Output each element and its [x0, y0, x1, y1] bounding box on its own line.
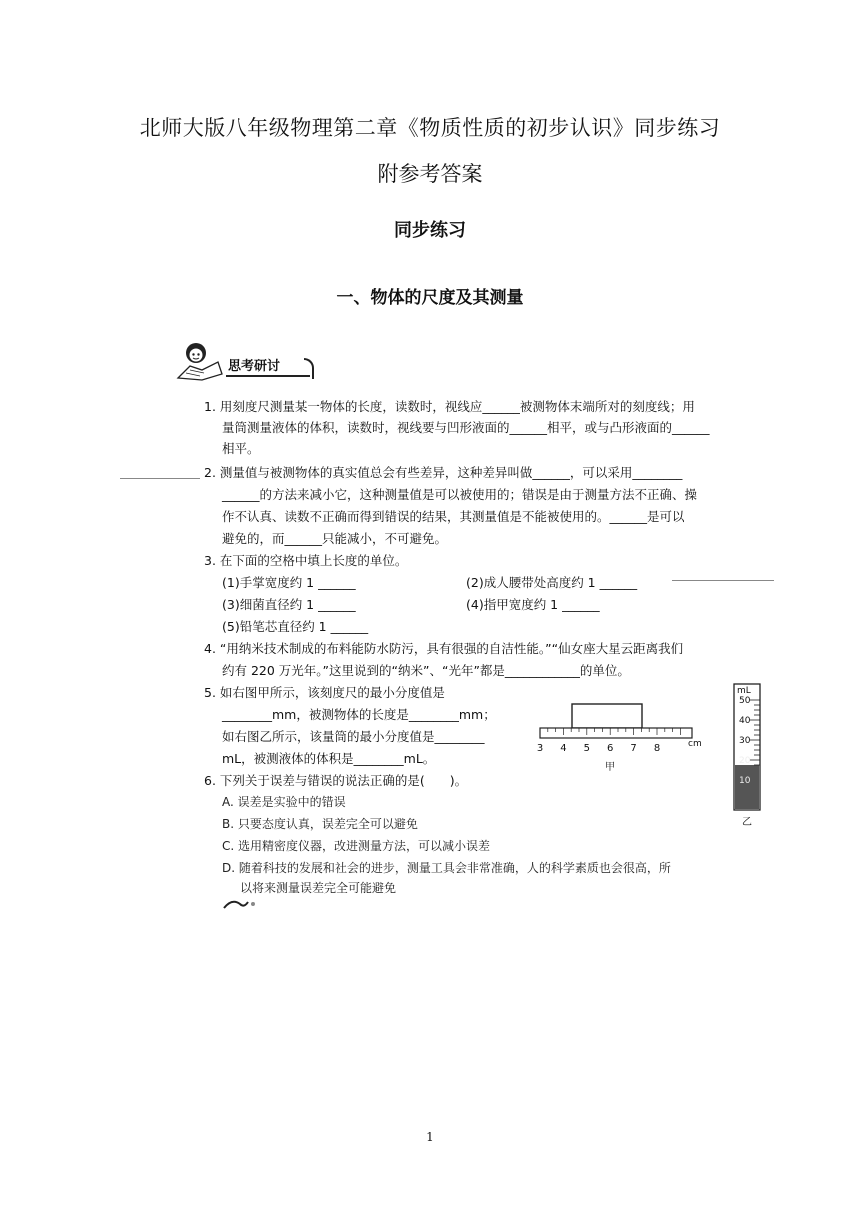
cylinder-tick-label: 50: [739, 696, 751, 706]
document-subtitle: 附参考答案: [377, 162, 483, 186]
cylinder-tick-label: 20: [739, 756, 751, 766]
q2-line-4: 避免的，而______只能减小，不可避免。: [222, 531, 448, 546]
q6-option-a: A. 误差是实验中的错误: [222, 795, 346, 809]
measured-block: [572, 704, 642, 728]
student-reading-icon: [172, 340, 228, 382]
cylinder-tick-label: 10: [739, 776, 751, 786]
banner-underline: [226, 375, 310, 377]
cylinder-tick-label: 30: [739, 736, 751, 746]
cylinder-liquid: [735, 765, 759, 809]
ruler-tick-label: 4: [560, 743, 567, 754]
q2-line-2: ______的方法来减小它，这种测量值是可以被使用的；错误是由于测量方法不正确、操: [222, 487, 698, 502]
q6-stem: 6. 下列关于误差与错误的说法正确的是( )。: [204, 773, 468, 788]
q6-option-d: D. 随着科技的发展和社会的进步，测量工具会非常准确，人的科学素质也会很高，所: [222, 861, 671, 875]
scan-artifact-line: [672, 580, 774, 581]
ruler-tick-labels: [537, 739, 702, 773]
q5-line-1: 5. 如右图甲所示，该刻度尺的最小分度值是: [204, 685, 445, 700]
q4-line-2: 约有 220 万光年。”这里说到的“纳米”、“光年”都是____________的单位。: [222, 663, 630, 678]
ruler-body: [540, 728, 692, 738]
cylinder-unit: mL: [737, 686, 751, 696]
q5-line-2: ________mm，被测物体的长度是________mm；: [222, 707, 496, 722]
cylinder-tick-label: 40: [739, 716, 751, 726]
q6-option-c: C. 选用精密度仪器，改进测量方法，可以减小误差: [222, 839, 491, 853]
q6-option-b: B. 只要态度认真，误差完全可以避免: [222, 817, 418, 831]
q3-item-1: (1)手掌宽度约 1 ______: [222, 575, 356, 590]
q3-item-4: (4)指甲宽度约 1 ______: [466, 597, 600, 612]
q4-line-1: 4. “用纳米技术制成的布料能防水防污，具有很强的自洁性能。”“仙女座大星云距离我们: [204, 641, 684, 656]
q2-line-1: 2. 测量值与被测物体的真实值总会有些差异，这种差异叫做______，可以采用________: [204, 465, 683, 480]
cylinder-caption: 乙: [742, 817, 752, 828]
banner-tail: [304, 358, 314, 379]
q3-stem: 3. 在下面的空格中填上长度的单位。: [204, 553, 408, 568]
ruler-tick-label: 5: [583, 743, 590, 754]
ruler-tick-label: 3: [536, 743, 544, 754]
q6-option-d-continued: 以将来测量误差完全可能避免: [240, 881, 397, 895]
q5-line-4: mL，被测液体的体积是________mL。: [222, 751, 436, 766]
measurement-figure: [536, 680, 766, 830]
scan-artifact-line: [120, 478, 200, 479]
q5-line-3: 如右图乙所示，该量筒的最小分度值是________: [222, 729, 485, 744]
q3-item-3: (3)细菌直径约 1 ______: [222, 597, 356, 612]
ruler-caption: 甲: [605, 762, 615, 773]
q3-item-5: (5)铅笔芯直径约 1 ______: [222, 619, 369, 634]
ruler-unit: cm: [688, 739, 702, 749]
banner-label: 思考研讨: [228, 359, 281, 374]
q1-line-3: 相平。: [222, 441, 260, 456]
ruler-tick-label: 7: [630, 743, 637, 754]
q1-line-1: 1. 用刻度尺测量某一物体的长度，读数时，视线应______被测物体末端所对的刻度线；用: [204, 399, 695, 414]
page-number: 1: [426, 1130, 434, 1144]
q2-line-3: 作不认真、读数不正确而得到错误的结果，其测量值是不能被使用的。______是可以: [222, 509, 685, 524]
think-discuss-banner: [172, 340, 312, 382]
document-title: 北师大版八年级物理第二章《物质性质的初步认识》同步练习: [139, 116, 721, 140]
q3-item-2: (2)成人腰带处高度约 1 ______: [466, 575, 638, 590]
section-heading: 同步练习: [394, 220, 466, 241]
subsection-heading: 一、物体的尺度及其测量: [336, 288, 524, 308]
ruler-tick-label: 8: [653, 743, 661, 754]
scan-artifact-mark: [222, 896, 262, 912]
ruler-tick-label: 6: [607, 743, 614, 754]
q1-line-2: 量筒测量液体的体积，读数时，视线要与凹形液面的______相平，或与凸形液面的______: [222, 420, 710, 435]
